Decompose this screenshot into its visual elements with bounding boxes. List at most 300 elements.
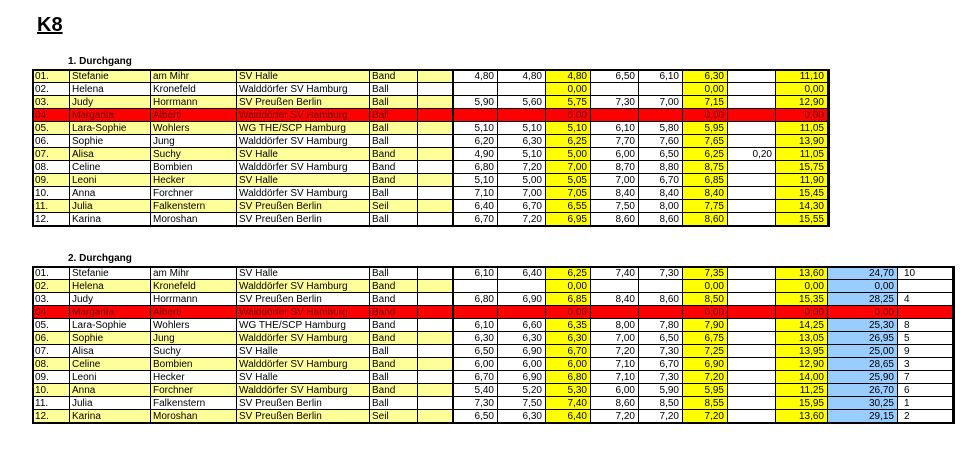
cell-first: Margarita bbox=[70, 109, 151, 122]
cell-d: 6,00 bbox=[591, 384, 639, 397]
cell-f: 7,65 bbox=[683, 135, 728, 148]
cell-club: SV Preußen Berlin bbox=[237, 96, 370, 109]
cell-c: 0,00 bbox=[546, 280, 591, 293]
cell-b: 7,00 bbox=[498, 187, 546, 200]
cell-g bbox=[728, 96, 776, 109]
cell-app: Band bbox=[370, 332, 418, 345]
cell-club: Walddörfer SV Hamburg bbox=[237, 83, 370, 96]
cell-app: Band bbox=[370, 280, 418, 293]
cell-a: 6,30 bbox=[453, 332, 498, 345]
cell-c: 5,00 bbox=[546, 148, 591, 161]
cell-a: 6,50 bbox=[453, 345, 498, 358]
cell-c: 6,55 bbox=[546, 200, 591, 213]
cell-c: 6,70 bbox=[546, 345, 591, 358]
cell-club: Walddörfer SV Hamburg bbox=[237, 306, 370, 319]
cell-c: 6,25 bbox=[546, 135, 591, 148]
cell-first: Anna bbox=[70, 187, 151, 200]
cell-r bbox=[898, 306, 953, 319]
cell-t: 14,00 bbox=[776, 371, 828, 384]
cell-first: Anna bbox=[70, 384, 151, 397]
cell-t: 0,00 bbox=[776, 83, 828, 96]
cell-first: Julia bbox=[70, 397, 151, 410]
cell-c: 0,00 bbox=[546, 83, 591, 96]
cell-d: 8,60 bbox=[591, 213, 639, 226]
cell-last: Alberti bbox=[151, 109, 237, 122]
round2-heading: 2. Durchgang bbox=[68, 253, 132, 264]
cell-d bbox=[591, 280, 639, 293]
cell-nr: 10. bbox=[33, 187, 70, 200]
cell-club: SV Preußen Berlin bbox=[237, 397, 370, 410]
cell-app: Ball bbox=[370, 187, 418, 200]
cell-nr: 06. bbox=[33, 332, 70, 345]
cell-b: 6,00 bbox=[498, 358, 546, 371]
cell-f: 7,20 bbox=[683, 371, 728, 384]
cell-d: 7,70 bbox=[591, 135, 639, 148]
cell-club: WG THE/SCP Hamburg bbox=[237, 319, 370, 332]
cell-f: 5,95 bbox=[683, 384, 728, 397]
cell-e: 7,80 bbox=[639, 319, 683, 332]
round1-heading: 1. Durchgang bbox=[68, 56, 132, 67]
cell-g bbox=[728, 319, 776, 332]
cell-a: 5,10 bbox=[453, 174, 498, 187]
cell-b: 5,00 bbox=[498, 174, 546, 187]
cell-a: 5,10 bbox=[453, 122, 498, 135]
cell-b: 6,90 bbox=[498, 371, 546, 384]
cell-nr: 12. bbox=[33, 213, 70, 226]
cell-d: 8,60 bbox=[591, 397, 639, 410]
cell-e: 5,90 bbox=[639, 384, 683, 397]
cell-app: Band bbox=[370, 358, 418, 371]
cell-club: Walddörfer SV Hamburg bbox=[237, 332, 370, 345]
cell-f: 8,75 bbox=[683, 161, 728, 174]
cell-first: Julia bbox=[70, 200, 151, 213]
cell-app: Ball bbox=[370, 213, 418, 226]
cell-d: 8,70 bbox=[591, 161, 639, 174]
cell-a: 4,90 bbox=[453, 148, 498, 161]
cell-r: 1 bbox=[898, 397, 953, 410]
cell-t: 15,55 bbox=[776, 213, 828, 226]
cell-e: 6,10 bbox=[639, 70, 683, 83]
cell-t: 11,05 bbox=[776, 122, 828, 135]
cell-b bbox=[498, 280, 546, 293]
cell-club: SV Halle bbox=[237, 148, 370, 161]
cell-g bbox=[728, 109, 776, 122]
cell-club: Walddörfer SV Hamburg bbox=[237, 280, 370, 293]
table-row bbox=[33, 267, 953, 280]
cell-g bbox=[728, 135, 776, 148]
cell-c: 0,00 bbox=[546, 109, 591, 122]
cell-blank bbox=[418, 148, 453, 161]
cell-first: Helena bbox=[70, 280, 151, 293]
cell-app: Band bbox=[370, 293, 418, 306]
cell-f: 6,85 bbox=[683, 174, 728, 187]
table-row bbox=[33, 371, 953, 384]
cell-t: 15,75 bbox=[776, 161, 828, 174]
cell-e: 8,50 bbox=[639, 397, 683, 410]
cell-f: 6,90 bbox=[683, 358, 728, 371]
cell-nr: 01. bbox=[33, 267, 70, 280]
cell-g bbox=[728, 70, 776, 83]
cell-e: 8,00 bbox=[639, 200, 683, 213]
cell-f: 0,00 bbox=[683, 109, 728, 122]
cell-last: am Mihr bbox=[151, 267, 237, 280]
cell-s: 28,25 bbox=[828, 293, 898, 306]
cell-blank bbox=[418, 384, 453, 397]
cell-blank bbox=[418, 358, 453, 371]
cell-last: Alberti bbox=[151, 306, 237, 319]
cell-f: 5,95 bbox=[683, 122, 728, 135]
cell-b bbox=[498, 109, 546, 122]
cell-d: 7,10 bbox=[591, 371, 639, 384]
cell-r: 10 bbox=[898, 267, 953, 280]
cell-first: Leoni bbox=[70, 371, 151, 384]
cell-first: Karina bbox=[70, 213, 151, 226]
cell-f: 7,75 bbox=[683, 200, 728, 213]
table-row bbox=[33, 280, 953, 293]
cell-c: 4,80 bbox=[546, 70, 591, 83]
cell-blank bbox=[418, 174, 453, 187]
cell-f: 6,30 bbox=[683, 70, 728, 83]
cell-b: 7,20 bbox=[498, 161, 546, 174]
cell-first: Leoni bbox=[70, 174, 151, 187]
cell-app: Ball bbox=[370, 267, 418, 280]
cell-s: 29,15 bbox=[828, 410, 898, 423]
cell-g bbox=[728, 187, 776, 200]
table-row bbox=[33, 306, 953, 319]
cell-club: Walddörfer SV Hamburg bbox=[237, 187, 370, 200]
table-row bbox=[33, 83, 953, 96]
cell-e: 7,00 bbox=[639, 96, 683, 109]
cell-t: 14,30 bbox=[776, 200, 828, 213]
cell-c: 6,85 bbox=[546, 293, 591, 306]
cell-d: 7,40 bbox=[591, 267, 639, 280]
cell-a bbox=[453, 306, 498, 319]
cell-c: 5,75 bbox=[546, 96, 591, 109]
cell-first: Judy bbox=[70, 96, 151, 109]
cell-last: Suchy bbox=[151, 148, 237, 161]
cell-c: 7,05 bbox=[546, 187, 591, 200]
cell-r: 9 bbox=[898, 345, 953, 358]
cell-t: 13,60 bbox=[776, 410, 828, 423]
table-row bbox=[33, 397, 953, 410]
cell-last: Falkenstern bbox=[151, 200, 237, 213]
cell-s: 0,00 bbox=[828, 280, 898, 293]
cell-first: Celine bbox=[70, 358, 151, 371]
cell-c: 7,40 bbox=[546, 397, 591, 410]
cell-f: 8,40 bbox=[683, 187, 728, 200]
cell-a: 6,70 bbox=[453, 213, 498, 226]
cell-g bbox=[728, 174, 776, 187]
cell-r: 6 bbox=[898, 384, 953, 397]
cell-t: 0,00 bbox=[776, 280, 828, 293]
cell-first: Sophie bbox=[70, 135, 151, 148]
cell-r bbox=[898, 280, 953, 293]
cell-s: 25,30 bbox=[828, 319, 898, 332]
table-row bbox=[33, 200, 953, 213]
cell-g bbox=[728, 384, 776, 397]
cell-app: Band bbox=[370, 306, 418, 319]
table-row bbox=[33, 345, 953, 358]
cell-last: Kronefeld bbox=[151, 83, 237, 96]
cell-app: Ball bbox=[370, 96, 418, 109]
cell-e: 8,80 bbox=[639, 161, 683, 174]
cell-last: Suchy bbox=[151, 345, 237, 358]
cell-g bbox=[728, 161, 776, 174]
table-row bbox=[33, 187, 953, 200]
cell-nr: 11. bbox=[33, 200, 70, 213]
cell-nr: 09. bbox=[33, 371, 70, 384]
cell-d: 7,10 bbox=[591, 358, 639, 371]
cell-nr: 03. bbox=[33, 96, 70, 109]
cell-r: 5 bbox=[898, 332, 953, 345]
cell-a: 6,80 bbox=[453, 293, 498, 306]
cell-last: Hecker bbox=[151, 371, 237, 384]
cell-club: Walddörfer SV Hamburg bbox=[237, 161, 370, 174]
cell-a: 6,80 bbox=[453, 161, 498, 174]
cell-g bbox=[728, 410, 776, 423]
cell-f: 7,25 bbox=[683, 345, 728, 358]
cell-last: Horrmann bbox=[151, 293, 237, 306]
cell-g bbox=[728, 397, 776, 410]
cell-f: 7,15 bbox=[683, 96, 728, 109]
cell-last: Jung bbox=[151, 135, 237, 148]
cell-c: 0,00 bbox=[546, 306, 591, 319]
cell-g bbox=[728, 213, 776, 226]
cell-first: Karina bbox=[70, 410, 151, 423]
cell-app: Seil bbox=[370, 410, 418, 423]
cell-app: Seil bbox=[370, 200, 418, 213]
cell-club: SV Halle bbox=[237, 371, 370, 384]
cell-a: 6,10 bbox=[453, 267, 498, 280]
cell-d: 6,50 bbox=[591, 70, 639, 83]
cell-club: Walddörfer SV Hamburg bbox=[237, 109, 370, 122]
cell-a: 6,20 bbox=[453, 135, 498, 148]
cell-nr: 02. bbox=[33, 83, 70, 96]
cell-blank bbox=[418, 280, 453, 293]
cell-r: 3 bbox=[898, 358, 953, 371]
cell-blank bbox=[418, 187, 453, 200]
cell-d: 8,40 bbox=[591, 187, 639, 200]
cell-s: 26,70 bbox=[828, 384, 898, 397]
cell-f: 7,20 bbox=[683, 410, 728, 423]
cell-a: 6,40 bbox=[453, 200, 498, 213]
cell-club: SV Halle bbox=[237, 70, 370, 83]
cell-f: 7,35 bbox=[683, 267, 728, 280]
cell-d: 6,10 bbox=[591, 122, 639, 135]
cell-b: 5,10 bbox=[498, 148, 546, 161]
cell-a: 6,50 bbox=[453, 410, 498, 423]
cell-t: 11,25 bbox=[776, 384, 828, 397]
cell-c: 6,25 bbox=[546, 267, 591, 280]
cell-a: 4,80 bbox=[453, 70, 498, 83]
cell-blank bbox=[418, 332, 453, 345]
cell-s: 0,00 bbox=[828, 306, 898, 319]
cell-e bbox=[639, 109, 683, 122]
cell-club: SV Halle bbox=[237, 267, 370, 280]
cell-first: Alisa bbox=[70, 148, 151, 161]
cell-club: WG THE/SCP Hamburg bbox=[237, 122, 370, 135]
table-row bbox=[33, 148, 953, 161]
table-row bbox=[33, 174, 953, 187]
cell-c: 6,80 bbox=[546, 371, 591, 384]
cell-nr: 04. bbox=[33, 306, 70, 319]
cell-c: 6,95 bbox=[546, 213, 591, 226]
cell-d: 7,50 bbox=[591, 200, 639, 213]
cell-e: 6,50 bbox=[639, 148, 683, 161]
cell-a bbox=[453, 83, 498, 96]
cell-g bbox=[728, 332, 776, 345]
cell-club: SV Preußen Berlin bbox=[237, 293, 370, 306]
cell-b: 5,60 bbox=[498, 96, 546, 109]
cell-last: Horrmann bbox=[151, 96, 237, 109]
cell-c: 6,35 bbox=[546, 319, 591, 332]
cell-app: Ball bbox=[370, 122, 418, 135]
cell-e bbox=[639, 306, 683, 319]
cell-app: Band bbox=[370, 319, 418, 332]
cell-d: 7,20 bbox=[591, 410, 639, 423]
cell-t: 11,90 bbox=[776, 174, 828, 187]
cell-app: Ball bbox=[370, 397, 418, 410]
cell-g: 0,20 bbox=[728, 148, 776, 161]
cell-d: 6,00 bbox=[591, 148, 639, 161]
cell-e: 6,70 bbox=[639, 358, 683, 371]
cell-d: 7,00 bbox=[591, 332, 639, 345]
cell-r: 7 bbox=[898, 371, 953, 384]
cell-last: Forchner bbox=[151, 384, 237, 397]
cell-club: SV Preußen Berlin bbox=[237, 200, 370, 213]
cell-blank bbox=[418, 410, 453, 423]
cell-app: Band bbox=[370, 70, 418, 83]
cell-blank bbox=[418, 345, 453, 358]
cell-nr: 06. bbox=[33, 135, 70, 148]
cell-s: 24,70 bbox=[828, 267, 898, 280]
cell-b: 6,30 bbox=[498, 135, 546, 148]
cell-e: 6,70 bbox=[639, 174, 683, 187]
cell-app: Ball bbox=[370, 345, 418, 358]
page-title: K8 bbox=[37, 14, 63, 36]
cell-nr: 12. bbox=[33, 410, 70, 423]
cell-s: 28,65 bbox=[828, 358, 898, 371]
cell-g bbox=[728, 345, 776, 358]
cell-club: SV Preußen Berlin bbox=[237, 410, 370, 423]
cell-s: 25,00 bbox=[828, 345, 898, 358]
cell-blank bbox=[418, 371, 453, 384]
cell-app: Band bbox=[370, 384, 418, 397]
cell-f: 6,75 bbox=[683, 332, 728, 345]
cell-a bbox=[453, 280, 498, 293]
cell-g bbox=[728, 200, 776, 213]
cell-r: 4 bbox=[898, 293, 953, 306]
cell-r: 8 bbox=[898, 319, 953, 332]
cell-last: Moroshan bbox=[151, 410, 237, 423]
cell-b: 6,30 bbox=[498, 410, 546, 423]
cell-first: Celine bbox=[70, 161, 151, 174]
table-row bbox=[33, 161, 953, 174]
cell-last: Wohlers bbox=[151, 319, 237, 332]
cell-c: 6,00 bbox=[546, 358, 591, 371]
cell-blank bbox=[418, 109, 453, 122]
cell-club: SV Preußen Berlin bbox=[237, 213, 370, 226]
cell-g bbox=[728, 280, 776, 293]
cell-nr: 02. bbox=[33, 280, 70, 293]
cell-t: 13,95 bbox=[776, 345, 828, 358]
cell-t: 11,05 bbox=[776, 148, 828, 161]
table-row bbox=[33, 122, 953, 135]
cell-first: Judy bbox=[70, 293, 151, 306]
cell-a: 5,90 bbox=[453, 96, 498, 109]
cell-first: Lara-Sophie bbox=[70, 122, 151, 135]
cell-first: Stefanie bbox=[70, 267, 151, 280]
cell-d: 7,00 bbox=[591, 174, 639, 187]
cell-c: 6,40 bbox=[546, 410, 591, 423]
cell-c: 6,30 bbox=[546, 332, 591, 345]
cell-nr: 11. bbox=[33, 397, 70, 410]
cell-nr: 07. bbox=[33, 148, 70, 161]
cell-e: 6,50 bbox=[639, 332, 683, 345]
cell-f: 8,50 bbox=[683, 293, 728, 306]
cell-g bbox=[728, 293, 776, 306]
cell-b: 6,90 bbox=[498, 345, 546, 358]
cell-t: 13,60 bbox=[776, 267, 828, 280]
cell-nr: 09. bbox=[33, 174, 70, 187]
cell-b: 6,60 bbox=[498, 319, 546, 332]
cell-a: 7,10 bbox=[453, 187, 498, 200]
cell-blank bbox=[418, 200, 453, 213]
cell-last: Wohlers bbox=[151, 122, 237, 135]
cell-last: Bombien bbox=[151, 161, 237, 174]
cell-f: 8,55 bbox=[683, 397, 728, 410]
cell-nr: 04. bbox=[33, 109, 70, 122]
cell-club: SV Halle bbox=[237, 174, 370, 187]
cell-blank bbox=[418, 319, 453, 332]
cell-e: 8,40 bbox=[639, 187, 683, 200]
cell-t: 12,90 bbox=[776, 96, 828, 109]
cell-f: 6,25 bbox=[683, 148, 728, 161]
cell-last: Jung bbox=[151, 332, 237, 345]
cell-a: 6,10 bbox=[453, 319, 498, 332]
cell-nr: 05. bbox=[33, 122, 70, 135]
table-row bbox=[33, 384, 953, 397]
cell-club: SV Halle bbox=[237, 345, 370, 358]
cell-b: 5,10 bbox=[498, 122, 546, 135]
cell-t: 12,90 bbox=[776, 358, 828, 371]
table-row bbox=[33, 213, 953, 226]
cell-s: 26,95 bbox=[828, 332, 898, 345]
cell-last: am Mihr bbox=[151, 70, 237, 83]
cell-d: 7,30 bbox=[591, 96, 639, 109]
cell-b: 6,30 bbox=[498, 332, 546, 345]
cell-first: Margarita bbox=[70, 306, 151, 319]
cell-f: 0,00 bbox=[683, 83, 728, 96]
cell-club: Walddörfer SV Hamburg bbox=[237, 358, 370, 371]
cell-blank bbox=[418, 161, 453, 174]
cell-first: Sophie bbox=[70, 332, 151, 345]
cell-a: 6,00 bbox=[453, 358, 498, 371]
cell-last: Kronefeld bbox=[151, 280, 237, 293]
cell-a bbox=[453, 109, 498, 122]
table-row bbox=[33, 358, 953, 371]
cell-first: Lara-Sophie bbox=[70, 319, 151, 332]
cell-f: 0,00 bbox=[683, 280, 728, 293]
cell-nr: 01. bbox=[33, 70, 70, 83]
cell-b: 7,50 bbox=[498, 397, 546, 410]
table-row bbox=[33, 293, 953, 306]
cell-blank bbox=[418, 213, 453, 226]
cell-app: Ball bbox=[370, 109, 418, 122]
cell-f: 0,00 bbox=[683, 306, 728, 319]
cell-t: 13,05 bbox=[776, 332, 828, 345]
cell-app: Band bbox=[370, 161, 418, 174]
